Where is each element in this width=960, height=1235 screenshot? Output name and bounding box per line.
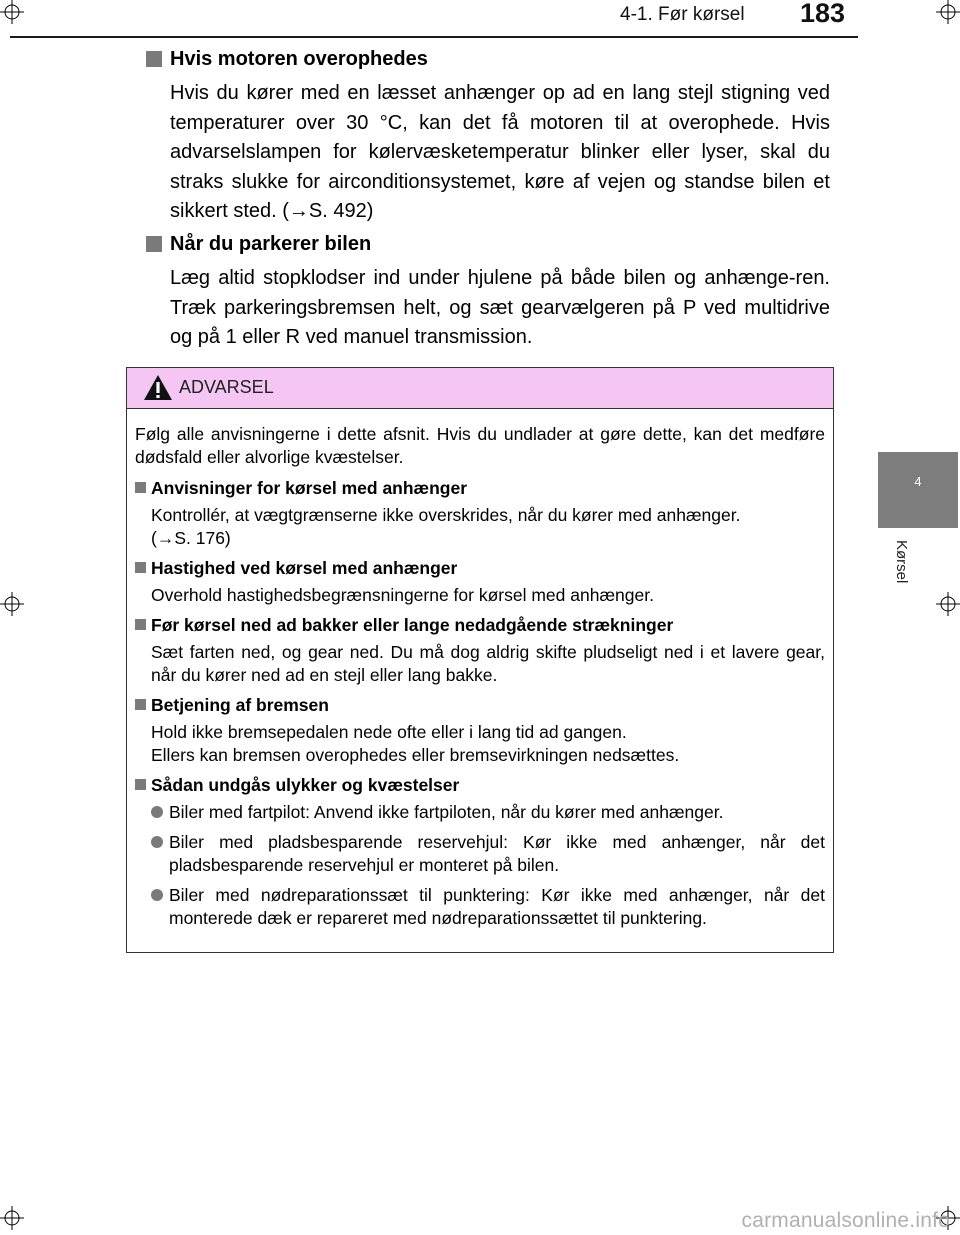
crop-mark-top-left	[0, 0, 24, 24]
circle-bullet-item: Biler med fartpilot: Anvend ikke fartpiloten, når du kører med anhænger.	[135, 801, 825, 824]
warning-item-heading: Anvisninger for kørsel med anhænger	[135, 477, 825, 500]
section-heading-text: Når du parkerer bilen	[170, 233, 372, 255]
warning-item	[135, 774, 825, 930]
warning-item	[135, 477, 825, 550]
section-heading	[146, 46, 830, 72]
circle-bullet-item: Biler med nødreparationssæt til punktering: Kør ikke med anhænger, når det monterede dæk er repareret med nødreparationssættet til punktering.	[135, 884, 825, 930]
crop-mark-top-right	[936, 0, 960, 24]
square-bullet-icon	[146, 236, 162, 252]
crop-mark-bottom-left	[0, 1206, 24, 1230]
warning-title: ADVARSEL	[179, 377, 274, 397]
warning-item	[135, 694, 825, 767]
section-body: Hvis du kører med en læsset anhænger op ad en lang stejl stigning ved temperaturer over 30 °C, kan det få motoren til at overophede. Hvis advarselslampen for kølervæsketemperatur blinker eller lyser, skal du straks slukke for airconditionsystemet, køre af vejen og standse bilen et sikkert sted. (→S. 492)	[170, 82, 830, 222]
square-bullet-icon	[146, 51, 162, 67]
header-section-title: 4-1. Før kørsel	[620, 4, 745, 25]
page-number: 183	[800, 0, 846, 28]
warning-item-body: Kontrollér, at vægtgrænserne ikke overskrides, når du kører med anhænger. (→S. 176)	[151, 505, 741, 548]
chapter-tab	[878, 452, 958, 528]
warning-intro: Følg alle anvisningerne i dette afsnit. Hvis du undlader at gøre dette, kan det medføre dødsfald eller alvorlige kvæstelser.	[135, 424, 825, 467]
chapter-number: 4	[914, 474, 922, 489]
crop-mark-mid-left	[0, 592, 24, 616]
section-parking	[146, 231, 830, 353]
warning-box	[126, 367, 834, 953]
warning-item-heading: Hastighed ved kørsel med anhænger	[135, 557, 825, 580]
crop-mark-mid-right	[936, 592, 960, 616]
section-heading-text: Hvis motoren overophedes	[170, 48, 428, 70]
square-bullet-icon	[135, 619, 146, 630]
warning-item	[135, 557, 825, 607]
square-bullet-icon	[135, 562, 146, 573]
section-engine-overheat	[146, 46, 830, 227]
circle-bullet-icon	[151, 889, 163, 901]
warning-content	[127, 409, 833, 930]
header-rule	[10, 36, 858, 38]
watermark: carmanualsonline.info	[741, 1209, 950, 1232]
warning-item-heading: Betjening af bremsen	[135, 694, 825, 717]
circle-bullet-icon	[151, 806, 163, 818]
circle-bullet-item: Biler med pladsbesparende reservehjul: Kør ikke med anhænger, når det pladsbesparende reservehjul er monteret på bilen.	[135, 831, 825, 877]
warning-item-body: Sæt farten ned, og gear ned. Du må dog aldrig skifte pludseligt ned i et lavere gear, når du kører ned ad en stejl eller lang bakke.	[151, 642, 825, 685]
warning-item-body: Overhold hastighedsbegrænsningerne for kørsel med anhænger.	[151, 585, 654, 605]
warning-item-heading: Sådan undgås ulykker og kvæstelser	[135, 774, 825, 797]
warning-header	[127, 368, 833, 409]
section-body: Læg altid stopklodser ind under hjulene på både bilen og anhænge-ren. Træk parkeringsbremsen helt, og sæt gearvælgeren på P ved multidrive og på 1 eller R ved manuel transmission.	[170, 267, 830, 348]
square-bullet-icon	[135, 699, 146, 710]
chapter-label: Kørsel	[893, 540, 910, 584]
warning-item-body: Hold ikke bremsepedalen nede ofte eller i lang tid ad gangen. Ellers kan bremsen overophedes eller bremsevirkningen nedsættes.	[151, 722, 680, 765]
square-bullet-icon	[135, 482, 146, 493]
warning-item	[135, 614, 825, 687]
section-heading	[146, 231, 830, 257]
circle-bullet-icon	[151, 836, 163, 848]
square-bullet-icon	[135, 779, 146, 790]
warning-item-heading: Før kørsel ned ad bakker eller lange nedadgående strækninger	[135, 614, 825, 637]
warning-triangle-icon	[143, 374, 173, 401]
